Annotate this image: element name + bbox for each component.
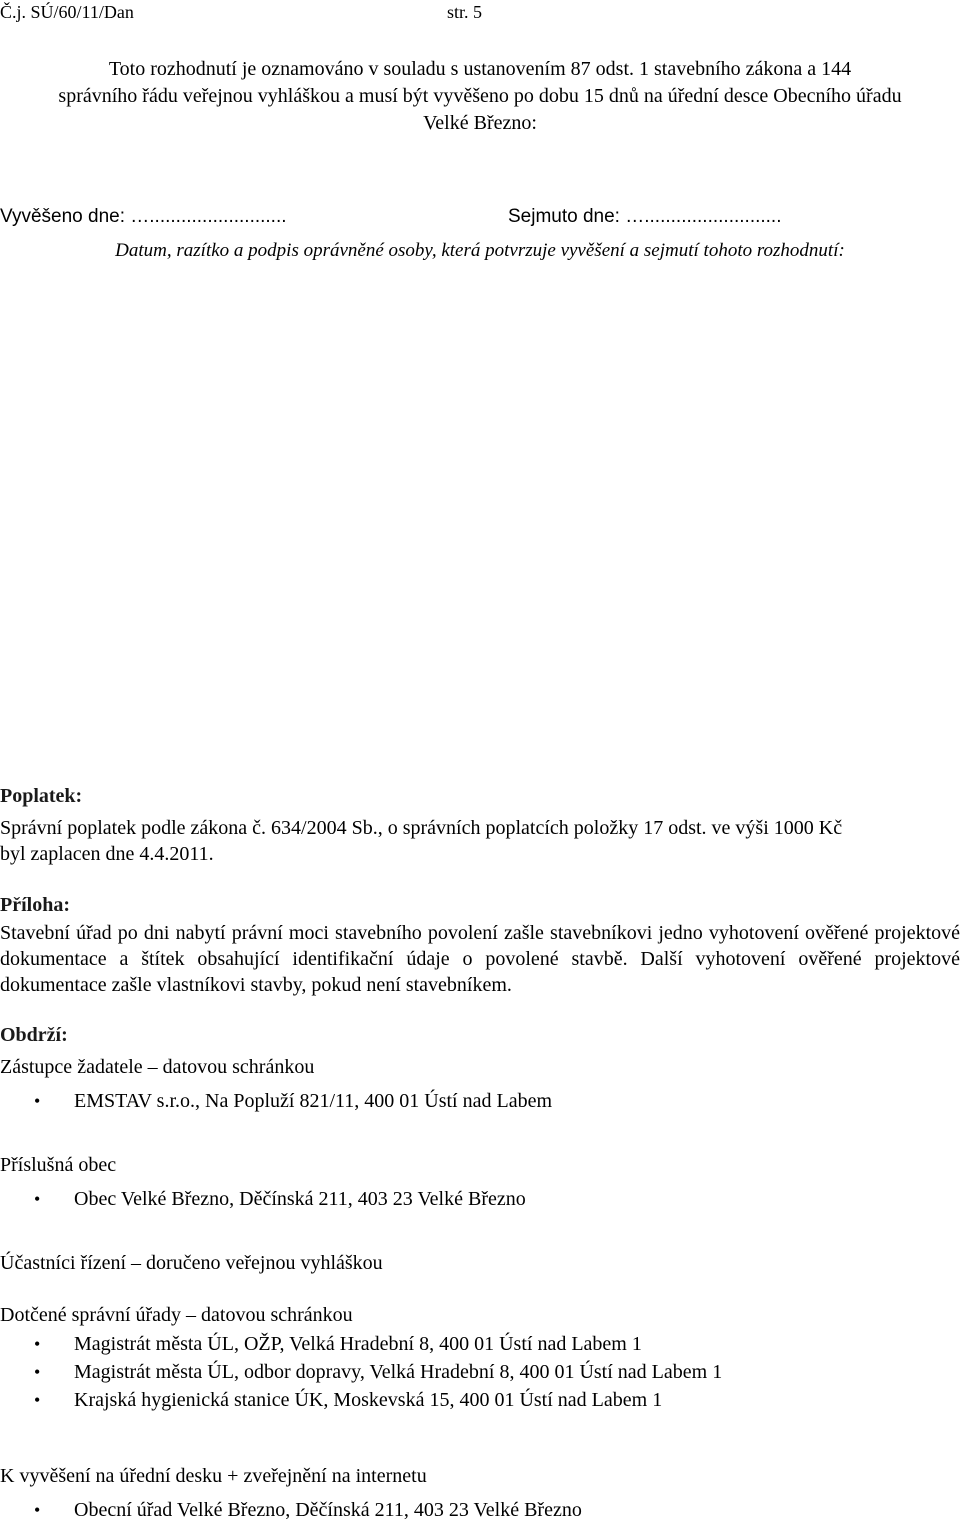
bullet-icon: •	[34, 1362, 41, 1382]
board-list	[0, 1496, 582, 1524]
list-item	[0, 1087, 552, 1115]
board-label: K vyvěšení na úřední desku + zveřejnění na internetu	[0, 1465, 427, 1487]
bullet-icon: •	[34, 1334, 41, 1354]
list-item	[0, 1185, 526, 1213]
list-item-text: Krajská hygienická stanice ÚK, Moskevská 15, 400 01 Ústí nad Labem 1	[74, 1389, 663, 1411]
list-item-text: Obec Velké Březno, Děčínská 211, 403 23 Velké Březno	[74, 1188, 526, 1210]
fee-heading: Poplatek:	[0, 785, 83, 807]
list-item	[0, 1496, 582, 1524]
list-item-text: Magistrát města ÚL, odbor dopravy, Velká Hradební 8, 400 01 Ústí nad Labem 1	[74, 1361, 723, 1383]
attachment-heading: Příloha:	[0, 894, 70, 916]
bullet-icon: •	[34, 1390, 41, 1410]
attachment-text: Stavební úřad po dni nabytí právní moci stavebního povolení zašle stavebníkovi jedno vyhotovení ověřené projektové dokumentace a štítek obsahující identifikační údaje o povolené stavbě. Další vyhotovení ověřené projektové dokumentace zašle vlastníkovi stavby, pokud není stavebníkem.	[0, 922, 960, 996]
posted-date-field: Vyvěšeno dne: …..........................	[0, 206, 287, 227]
bullet-icon: •	[34, 1189, 41, 1209]
applicant-label: Zástupce žadatele – datovou schránkou	[0, 1056, 315, 1078]
fee-line-2: byl zaplacen dne 4.4.2011.	[0, 843, 214, 865]
list-item-text: Obecní úřad Velké Březno, Děčínská 211, 403 23 Velké Březno	[74, 1499, 582, 1521]
fee-line-1: Správní poplatek podle zákona č. 634/2004 Sb., o správních poplatcích položky 17 odst. ve výši 1000 Kč	[0, 817, 843, 839]
list-item	[0, 1358, 722, 1386]
municipality-list	[0, 1185, 526, 1213]
applicant-list	[0, 1087, 552, 1115]
removed-date-field: Sejmuto dne: …..........................	[508, 206, 782, 227]
notice-line-2: správního řádu veřejnou vyhláškou a musí být vyvěšeno po dobu 15 dnů na úřední desce Obecního úřadu	[58, 85, 902, 107]
bullet-icon: •	[34, 1500, 41, 1520]
page-number: str. 5	[447, 2, 483, 22]
authorities-list	[0, 1330, 722, 1414]
bullet-icon: •	[34, 1091, 41, 1111]
participants-label: Účastníci řízení – doručeno veřejnou vyhláškou	[0, 1252, 383, 1274]
notice-line-1: Toto rozhodnutí je oznamováno v souladu s ustanovením 87 odst. 1 stavebního zákona a 144	[108, 58, 852, 80]
list-item	[0, 1386, 722, 1414]
list-item-text: Magistrát města ÚL, OŽP, Velká Hradební 8, 400 01 Ústí nad Labem 1	[74, 1333, 642, 1355]
notice-line-3: Velké Březno:	[423, 112, 537, 134]
reference-number: Č.j. SÚ/60/11/Dan	[0, 2, 134, 22]
list-item	[0, 1330, 722, 1358]
municipality-label: Příslušná obec	[0, 1154, 117, 1176]
recipients-heading: Obdrží:	[0, 1024, 68, 1046]
signature-note: Datum, razítko a podpis oprávněné osoby, která potvrzuje vyvěšení a sejmutí tohoto rozhodnutí:	[115, 240, 845, 261]
authorities-label: Dotčené správní úřady – datovou schránkou	[0, 1304, 353, 1326]
list-item-text: EMSTAV s.r.o., Na Popluží 821/11, 400 01 Ústí nad Labem	[74, 1090, 553, 1112]
